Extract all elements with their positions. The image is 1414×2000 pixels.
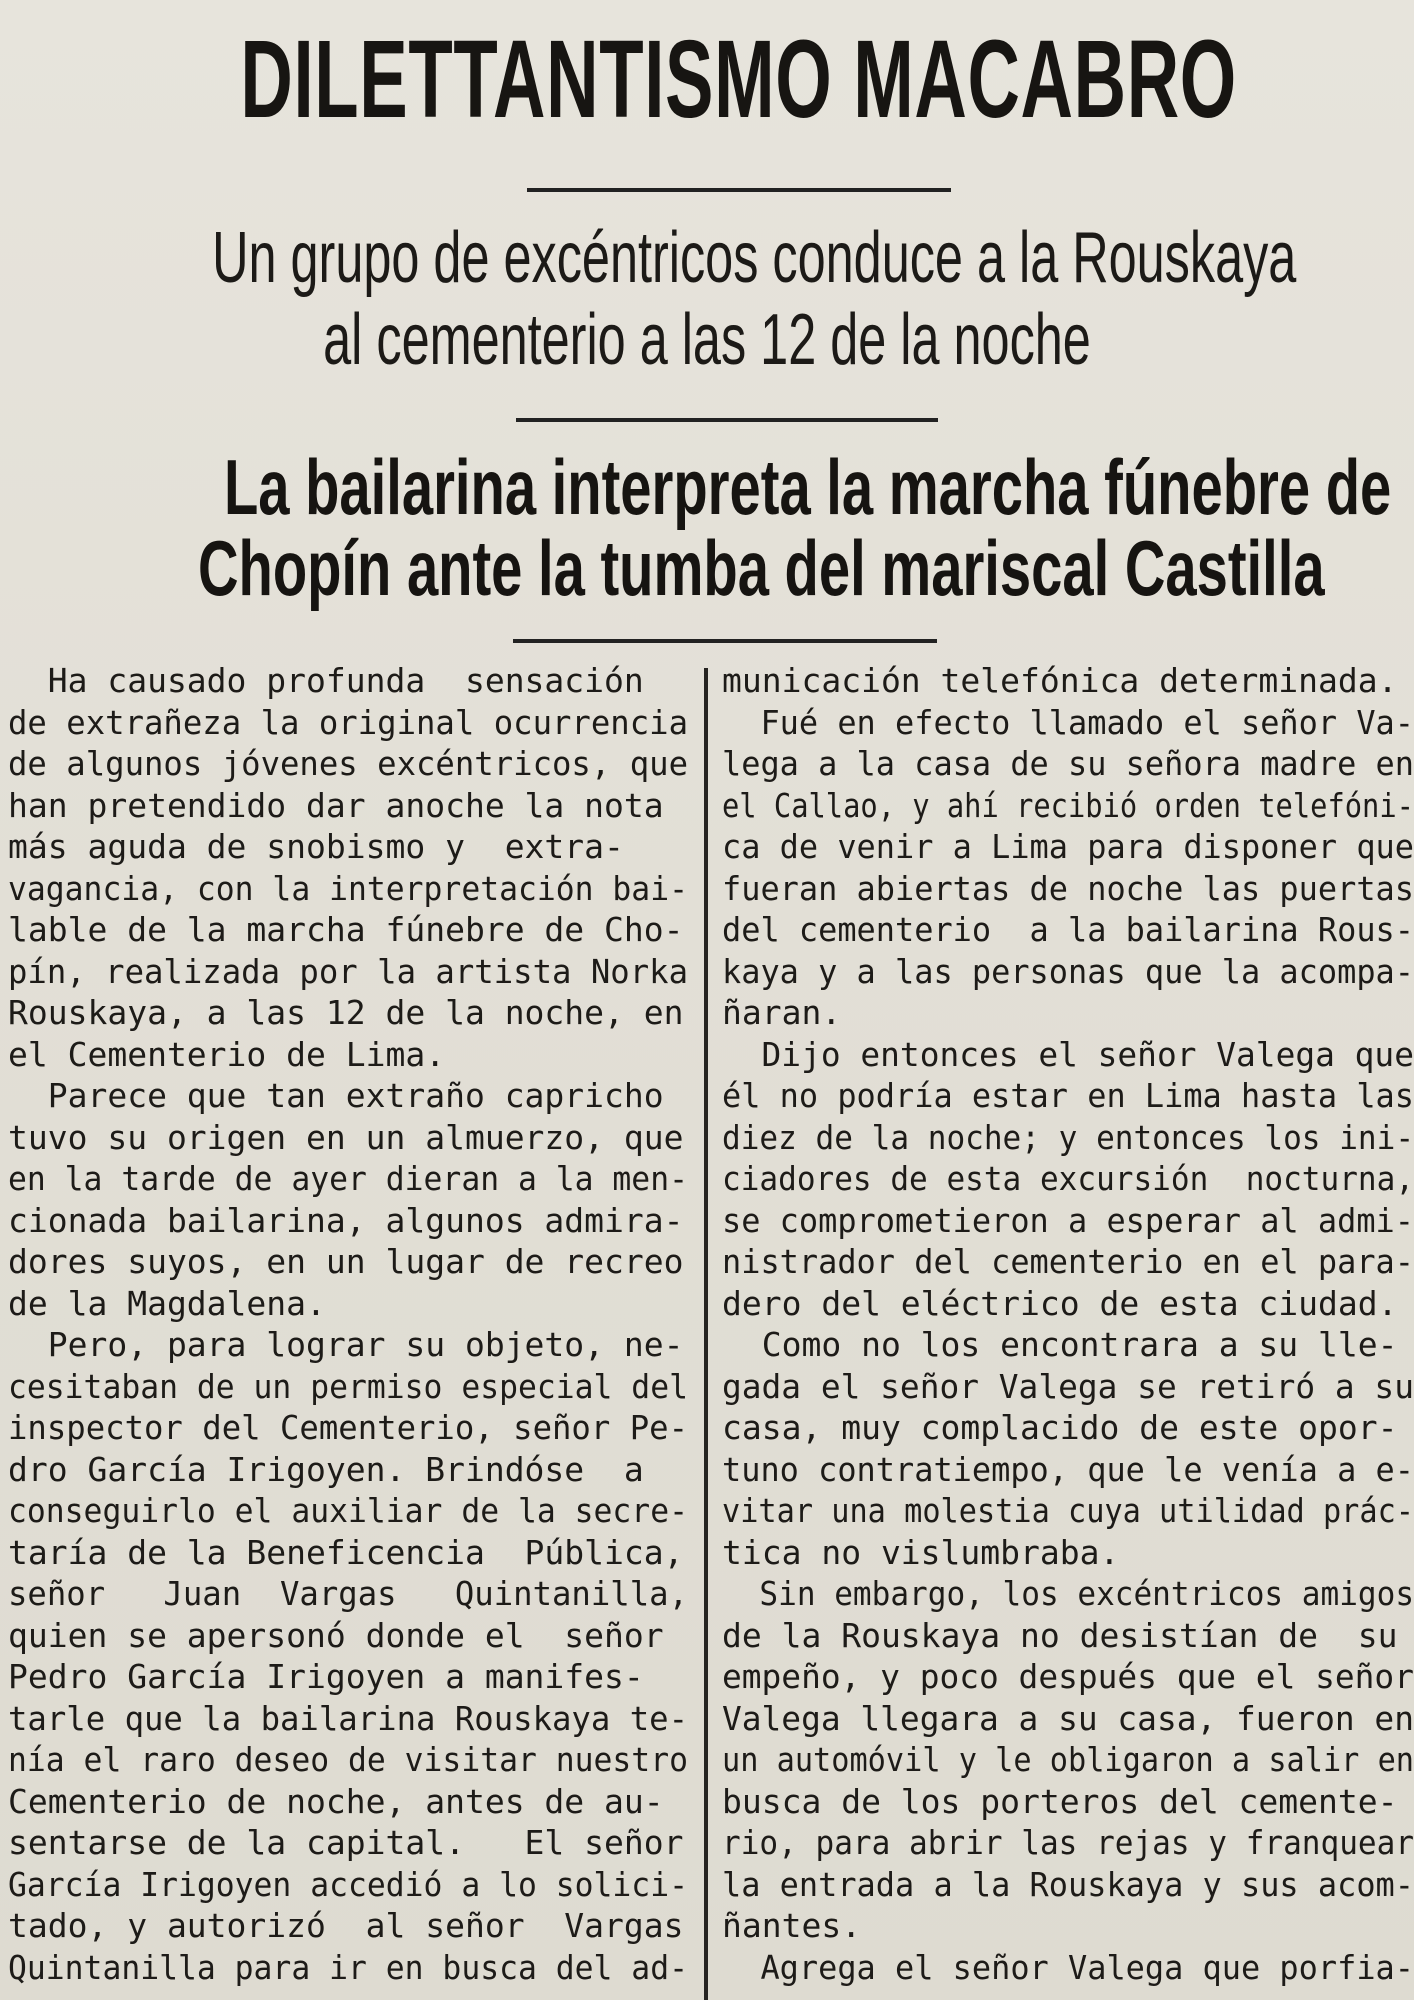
body-line: han pretendido dar anoche la nota bbox=[8, 785, 664, 825]
main-headline: DILETTANTISMO MACABRO bbox=[240, 18, 1237, 141]
body-line: Quintanilla para ir en busca del ad- bbox=[8, 1947, 688, 1987]
body-line: Como no los encontrara a su lle- bbox=[722, 1325, 1398, 1364]
subtitle-line-2: al cementerio a las 12 de la noche bbox=[323, 300, 1091, 380]
body-line: tuvo su origen en un almuerzo, que bbox=[8, 1117, 684, 1157]
body-line: taría de la Beneficencia Pública, bbox=[8, 1532, 684, 1572]
body-line: gada el señor Valega se retiró a su bbox=[722, 1366, 1414, 1406]
body-line: pín, realizada por la artista Norka bbox=[8, 951, 689, 991]
body-line: Cementerio de noche, antes de au- bbox=[8, 1781, 664, 1821]
body-line: Valega llegara a su casa, fueron en bbox=[722, 1698, 1414, 1738]
body-line: él no podría estar en Lima hasta las bbox=[722, 1076, 1414, 1115]
article-body-left-column bbox=[8, 660, 688, 1988]
deck-line-1: La bailarina interpreta la marcha fúnebre de bbox=[223, 443, 1392, 531]
body-line: un automóvil y le obligaron a salir en bbox=[722, 1740, 1414, 1779]
body-line: ca de venir a Lima para disponer que bbox=[722, 827, 1414, 866]
subtitle-line-1: Un grupo de excéntricos conduce a la Rouskaya bbox=[212, 218, 1297, 298]
rule-under-deck bbox=[513, 639, 937, 643]
body-line: lable de la marcha fúnebre de Cho- bbox=[8, 910, 684, 949]
body-line: de algunos jóvenes excéntricos, que bbox=[8, 744, 689, 783]
body-line: dores suyos, en un lugar de recreo bbox=[8, 1242, 684, 1281]
body-line: en la tarde de ayer dieran a la men- bbox=[8, 1159, 688, 1198]
body-line: sentarse de la capital. El señor bbox=[8, 1823, 684, 1862]
body-line: nía el raro deseo de visitar nuestro bbox=[8, 1740, 688, 1779]
body-line: dro García Irigoyen. Brindóse a bbox=[8, 1449, 644, 1489]
body-line: más aguda de snobismo y extra- bbox=[8, 827, 624, 866]
body-line: casa, muy complacido de este opor- bbox=[722, 1408, 1398, 1447]
body-line: busca de los porteros del cemente- bbox=[722, 1781, 1398, 1821]
body-line: se comprometieron a esperar al admi- bbox=[722, 1200, 1414, 1240]
body-line: la entrada a la Rouskaya y sus acom- bbox=[722, 1864, 1414, 1904]
body-line: Pero, para lograr su objeto, ne- bbox=[8, 1325, 684, 1364]
body-line: tica no vislumbraba. bbox=[722, 1532, 1120, 1572]
body-line: Fué en efecto llamado el señor Va- bbox=[722, 702, 1414, 742]
body-line: Ha causado profunda sensación bbox=[8, 661, 644, 700]
rule-under-subtitle bbox=[516, 418, 938, 422]
rule-under-headline bbox=[527, 188, 951, 192]
deck-line-2: Chopín ante la tumba del mariscal Castilla bbox=[197, 524, 1325, 612]
body-line: Dijo entonces el señor Valega que bbox=[722, 1034, 1414, 1074]
body-line: inspector del Cementerio, señor Pe- bbox=[8, 1408, 689, 1447]
body-line: Parece que tan extraño capricho bbox=[8, 1076, 664, 1115]
body-line: municación telefónica determinada. bbox=[722, 661, 1398, 700]
article-body-right-column bbox=[722, 660, 1414, 1988]
body-line: tado, y autorizó al señor Vargas bbox=[8, 1906, 684, 1945]
body-line: señor Juan Vargas Quintanilla, bbox=[8, 1574, 689, 1613]
body-line: de la Rouskaya no desistían de su bbox=[722, 1615, 1398, 1655]
body-line: nistrador del cementerio en el para- bbox=[722, 1242, 1414, 1281]
body-line: ciadores de esta excursión nocturna, bbox=[722, 1159, 1414, 1198]
body-line: ñaran. bbox=[722, 993, 842, 1032]
body-line: García Irigoyen accedió a lo solici- bbox=[8, 1864, 688, 1904]
body-line: kaya y a las personas que la acompa- bbox=[722, 951, 1414, 991]
body-line: cesitaban de un permiso especial del bbox=[8, 1366, 688, 1406]
body-line: del cementerio a la bailarina Rous- bbox=[722, 910, 1414, 949]
body-line: cionada bailarina, algunos admira- bbox=[8, 1200, 684, 1240]
body-line: dero del eléctrico de esta ciudad. bbox=[722, 1283, 1398, 1323]
body-line: tarle que la bailarina Rouskaya te- bbox=[8, 1698, 689, 1738]
body-line: el Cementerio de Lima. bbox=[8, 1034, 446, 1074]
body-line: Sin embargo, los excéntricos amigos bbox=[722, 1574, 1414, 1613]
body-line: vitar una molestia cuya utilidad prác- bbox=[722, 1491, 1414, 1530]
body-line: lega a la casa de su señora madre en bbox=[722, 744, 1414, 783]
body-line: Agrega el señor Valega que porfia- bbox=[722, 1947, 1414, 1987]
body-line: conseguirlo el auxiliar de la secre- bbox=[8, 1491, 688, 1530]
body-line: Rouskaya, a las 12 de la noche, en bbox=[8, 993, 684, 1032]
column-divider bbox=[704, 668, 708, 2000]
body-line: de extrañeza la original ocurrencia bbox=[8, 702, 689, 742]
body-line: quien se apersonó donde el señor bbox=[8, 1615, 664, 1655]
body-line: de la Magdalena. bbox=[8, 1283, 326, 1323]
body-line: Pedro García Irigoyen a manifes- bbox=[8, 1657, 644, 1696]
body-line: el Callao, y ahí recibió orden telefóni- bbox=[722, 785, 1414, 825]
body-line: tuno contratiempo, que le venía a e- bbox=[722, 1449, 1414, 1489]
body-line: empeño, y poco después que el señor bbox=[722, 1657, 1414, 1696]
body-line: vagancia, con la interpretación bai- bbox=[8, 868, 688, 908]
body-line: rio, para abrir las rejas y franquear bbox=[722, 1823, 1414, 1862]
body-line: diez de la noche; y entonces los ini- bbox=[722, 1117, 1414, 1157]
body-line: fueran abiertas de noche las puertas bbox=[722, 868, 1414, 908]
body-line: ñantes. bbox=[722, 1906, 862, 1945]
